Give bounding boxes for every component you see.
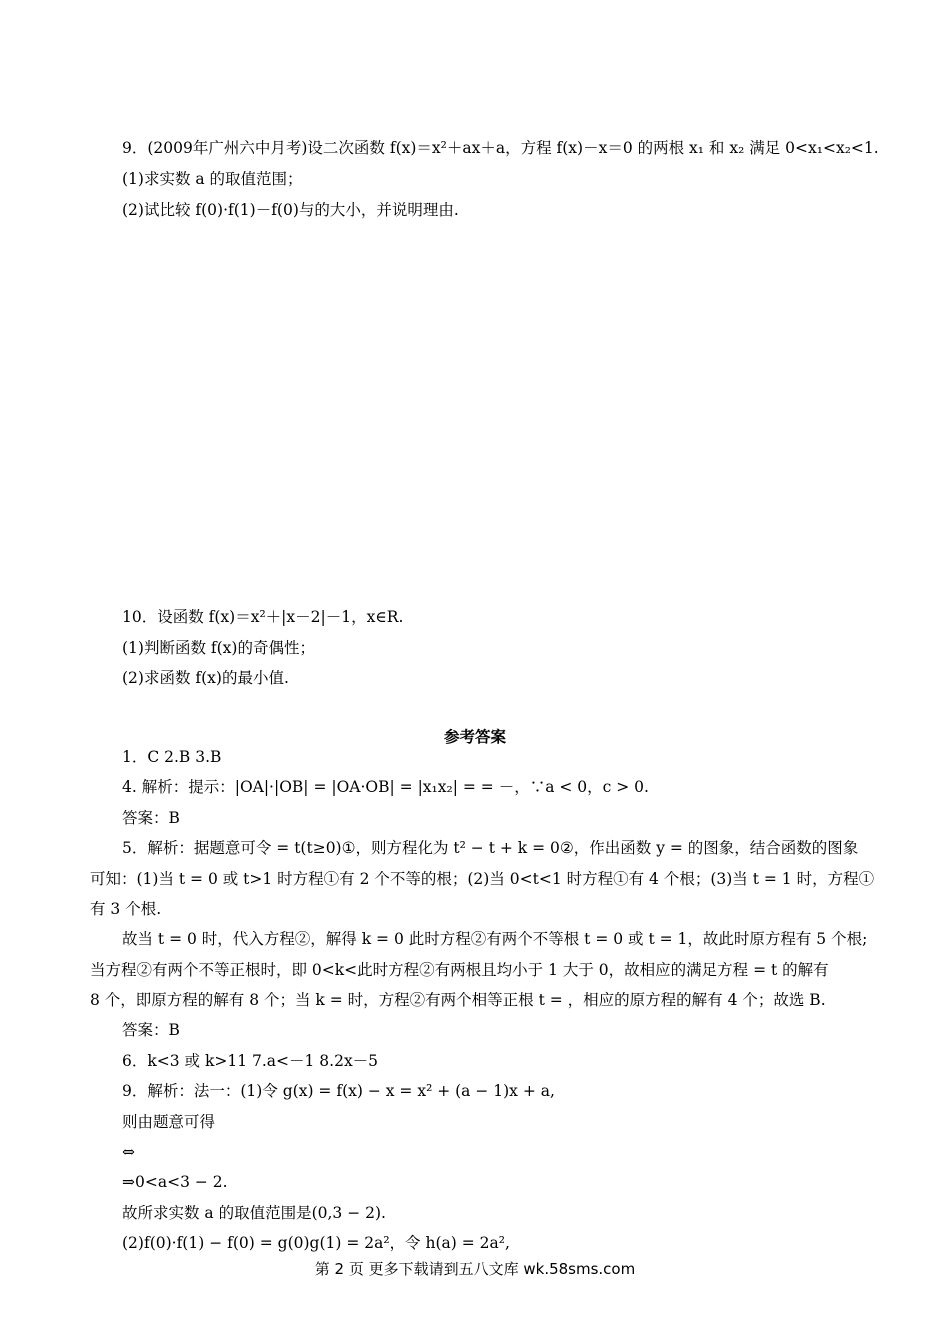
answer-9-line2: 则由题意可得 (122, 1113, 216, 1131)
answer-6-8: 6．k<3 或 k>11 7.a<－1 8.2x－5 (122, 1052, 379, 1070)
answer-4-result: 答案：B (122, 809, 180, 827)
q9-stem: 9．(2009年广州六中月考)设二次函数 f(x)＝x²＋ax＋a，方程 f(x)－x＝0 的两根 x₁ 和 x₂ 满足 0<x₁<x₂<1. (122, 139, 879, 157)
answer-9-line4: ⇒0<a<3 − 2. (122, 1173, 228, 1191)
answer-5-line5: 当方程②有两个不等正根时，即 0<k<此时方程②有两根且均小于 1 大于 0，故相应的满足方程 = t 的解有 (90, 961, 829, 979)
q10-stem: 10．设函数 f(x)＝x²＋|x－2|－1，x∈R. (122, 608, 404, 626)
answer-5-line1: 5．解析：据题意可令 = t(t≥0)①，则方程化为 t² − t + k = 0②，作出函数 y = 的图象，结合函数的图象 (122, 839, 859, 857)
answers-title: 参考答案 (443, 727, 506, 746)
page-footer: 第 2 页 更多下载请到五八文库 wk.58sms.com (314, 1260, 636, 1278)
q9-part1: (1)求实数 a 的取值范围； (122, 170, 303, 188)
q9-part2: (2)试比较 f(0)·f(1)－f(0)与的大小，并说明理由. (122, 201, 459, 219)
answer-5-line4: 故当 t = 0 时，代入方程②，解得 k = 0 此时方程②有两个不等根 t = 0 或 t = 1，故此时原方程有 5 个根; (122, 930, 868, 948)
answer-1-3: 1．C 2.B 3.B (122, 748, 222, 766)
answer-9-line6: (2)f(0)·f(1) − f(0) = g(0)g(1) = 2a²，令 h(a) = 2a², (122, 1234, 510, 1252)
answer-5-line2: 可知：(1)当 t = 0 或 t>1 时方程①有 2 个不等的根；(2)当 0<t<1 时方程①有 4 个根；(3)当 t = 1 时，方程① (90, 870, 875, 888)
answer-9-line5: 故所求实数 a 的取值范围是(0,3 − 2). (122, 1204, 386, 1222)
answer-5-line3: 有 3 个根. (90, 900, 162, 918)
answer-9-line1: 9．解析：法一：(1)令 g(x) = f(x) − x = x² + (a − 1)x + a, (122, 1082, 555, 1100)
q10-part2: (2)求函数 f(x)的最小值. (122, 669, 289, 687)
answer-5-line6: 8 个，即原方程的解有 8 个；当 k = 时，方程②有两个相等正根 t = ，相应的原方程的解有 4 个；故选 B. (90, 991, 826, 1009)
q10-part1: (1)判断函数 f(x)的奇偶性； (122, 639, 315, 657)
answer-4: 4. 解析：提示：|OA|·|OB| = |OA·OB| = |x₁x₂| = = －，∵a < 0，c > 0. (122, 778, 649, 796)
answer-9-line3: ⇔ (122, 1143, 135, 1161)
answer-5-result: 答案：B (122, 1021, 180, 1039)
